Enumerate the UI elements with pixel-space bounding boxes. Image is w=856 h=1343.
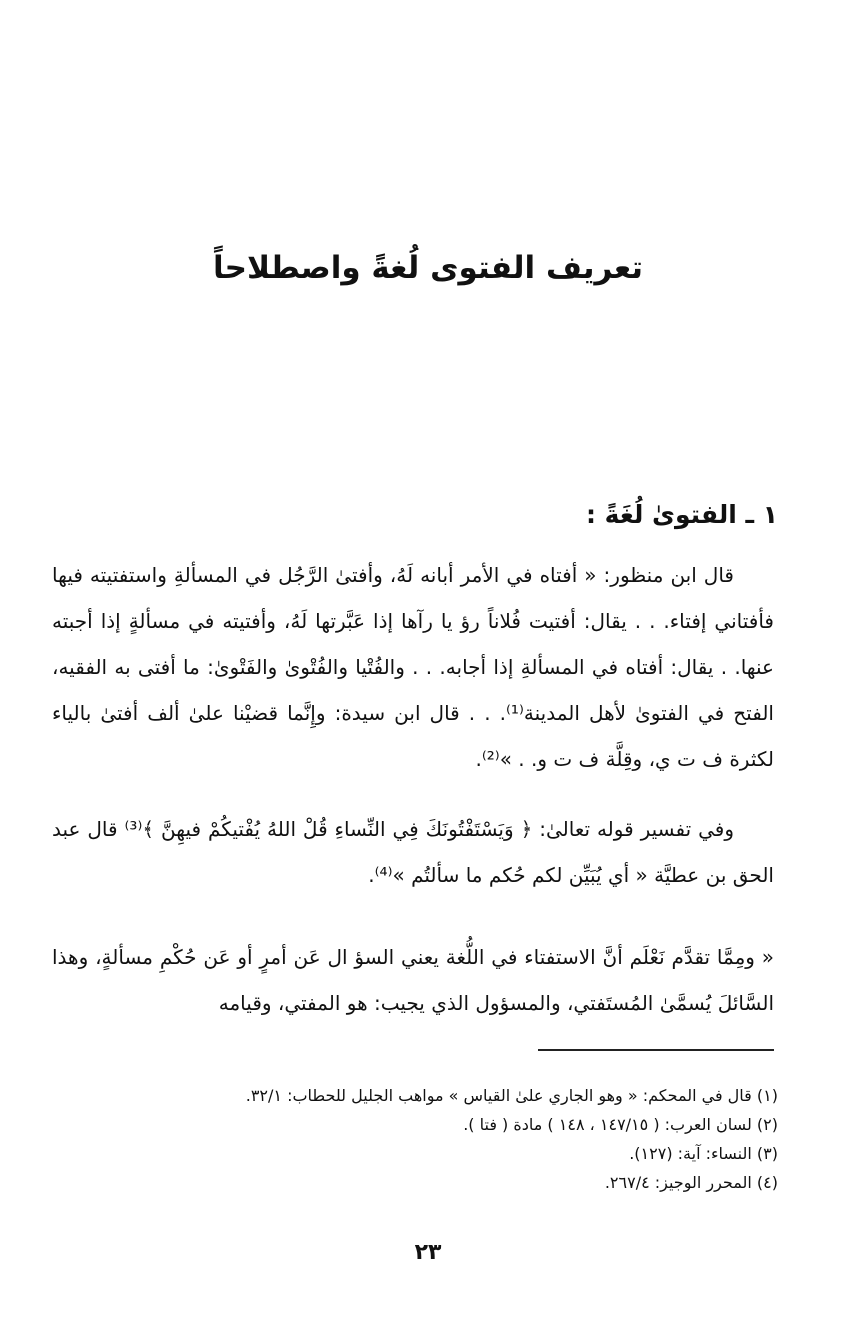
footnote-item: (٤) المحرر الوجيز: ٢٦٧/٤. (604, 1173, 778, 1192)
paragraph-tafsir: وفي تفسير قوله تعالىٰ: ﴿ وَيَسْتَفْتُونَكَ فِي النِّساءِ قُلْ اللهُ يُفْتيكُمْ فيهِنَّ ﴾⁽³⁾ قال عبد الحق بن عطيَّة « أي يُبَيِّن لكم حُكم ما سألتُم »⁽⁴⁾. (52, 817, 774, 887)
paragraph-conclusion: « ومِمَّا تقدَّم نَعْلَم أنَّ الاستفتاء في اللُّغة يعني السؤ ال عَن أمرٍ أو عَن حُكْمِ مسألةٍ، وهذا السَّائلَ يُسمَّىٰ المُستَفتي، والمسؤول الذي يجيب: هو المفتي، وقيامه (52, 945, 774, 1015)
footnotes-list (78, 1081, 778, 1197)
footnote-divider (538, 1049, 774, 1051)
chapter-title: تعريف الفتوى لُغةً واصطلاحاً (213, 250, 643, 286)
footnote-item: (٢) لسان العرب: ( ١٤٧/١٥ ، ١٤٨ ) مادة ( فتا ). (463, 1115, 778, 1134)
paragraph-ibn-manzur: قال ابن منظور: « أفتاه في الأمر أبانه لَهُ، وأفتىٰ الرَّجُل في المسألةِ واستفتيته فيها فأفتاني إفتاء. . . يقال: أفتيت فُلاناً رؤ يا رآها إذا عَبَّرتها لَهُ، وأفتيته في مسألةٍ إذا أجبته عنها. . يقال: أفتاه في المسألةِ إذا أجابه. . . والفُتْيا والفُتْوىٰ والفَتْوىٰ: ما أفتى به الفقيه، الفتح في الفتوىٰ لأهل المدينة⁽¹⁾. . . قال ابن سيدة: وإِنَّما قضيْنا علىٰ ألف أفتىٰ بالياء لكثرة ف ت ي، وقِلَّة ف ت و. . »⁽²⁾. (52, 563, 774, 771)
footnote-item: (١) قال في المحكم: « وهو الجاري علىٰ القياس » مواهب الجليل للحطاب: ٣٢/١. (245, 1086, 778, 1105)
footnote-item: (٣) النساء: آية: (١٢٧). (629, 1144, 778, 1163)
page-number: ٢٣ (414, 1240, 442, 1265)
section-heading: ١ ـ الفتوىٰ لُغَةً : (585, 500, 778, 529)
